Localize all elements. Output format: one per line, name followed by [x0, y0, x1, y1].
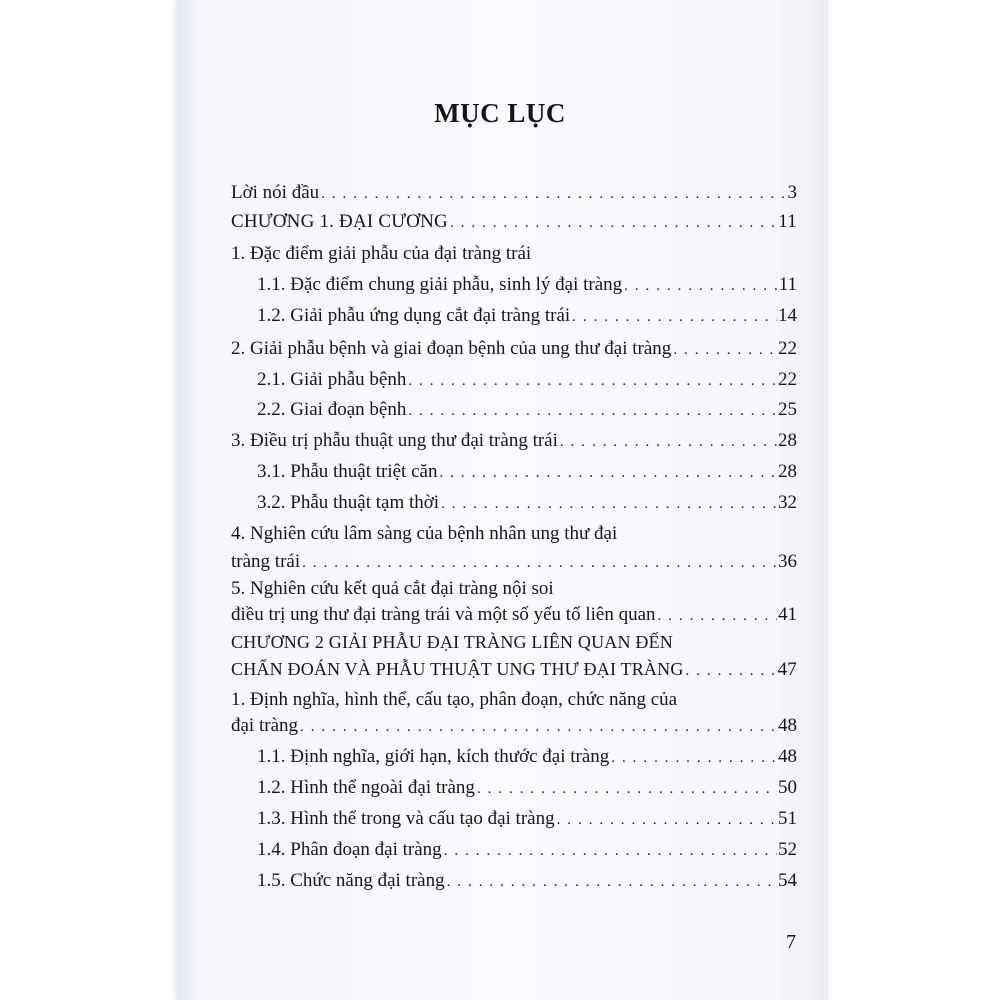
toc-entry	[257, 777, 797, 800]
dot-leader	[477, 778, 777, 800]
toc-entry-label: điều trị ung thư đại tràng trái và một số yếu tố liên quan	[231, 604, 656, 625]
toc-entry-page: 51	[778, 808, 797, 829]
toc-entry-page: 25	[778, 399, 797, 420]
toc-entry-label: 3.2. Phẫu thuật tạm thời	[257, 492, 440, 513]
toc-entry-page: 52	[778, 839, 797, 860]
toc-entry	[257, 492, 797, 515]
page-number: 7	[786, 931, 796, 953]
toc-entry	[257, 399, 797, 422]
toc-entry-label: 3. Điều trị phẫu thuật ung thư đại tràng trái	[231, 430, 558, 451]
toc-chapter-label: CHƯƠNG 2 GIẢI PHẪU ĐẠI TRÀNG LIÊN QUAN ĐẾN	[231, 632, 673, 652]
dot-leader	[408, 400, 777, 422]
toc-entry-page: 36	[778, 551, 797, 572]
toc-entry	[257, 461, 797, 484]
toc-entry	[257, 369, 797, 392]
toc-entry-label: 1.3. Hình thể trong và cấu tạo đại tràng	[257, 808, 555, 829]
toc-entry-page: 28	[778, 461, 797, 482]
toc-section-heading: 1. Đặc điểm giải phẫu của đại tràng trái	[231, 243, 532, 264]
toc-entry	[231, 182, 797, 205]
toc-entry-label: 3.1. Phẫu thuật triệt căn	[257, 461, 438, 482]
dot-leader	[658, 605, 777, 627]
toc-entry-label: 4. Nghiên cứu lâm sàng của bệnh nhân ung thư đại	[231, 523, 618, 544]
dot-leader	[557, 809, 777, 831]
toc-entry	[257, 808, 797, 831]
toc-entry	[257, 746, 797, 769]
dot-leader	[624, 275, 778, 297]
toc-entry-label: 1.1. Đặc điểm chung giải phẫu, sinh lý đại tràng	[257, 274, 623, 295]
toc-entry	[257, 305, 797, 328]
toc-entry	[231, 604, 797, 627]
dot-leader	[560, 431, 777, 453]
dot-leader	[302, 552, 777, 574]
toc-chapter	[231, 658, 797, 682]
toc-entry	[231, 715, 797, 738]
toc-entry-page: 54	[778, 870, 797, 891]
toc-entry-page: 47	[777, 659, 797, 680]
toc-entry-label: 1.1. Định nghĩa, giới hạn, kích thước đại tràng	[257, 746, 610, 767]
toc-entry-page: 11	[778, 274, 797, 295]
toc-entry-label: 5. Nghiên cứu kết quả cắt đại tràng nội soi	[231, 578, 554, 599]
dot-leader	[444, 840, 777, 862]
dot-leader	[686, 660, 777, 682]
dot-leader	[441, 493, 777, 515]
dot-leader	[447, 871, 777, 893]
toc-entry-label: 2.2. Giai đoạn bệnh	[257, 399, 407, 420]
dot-leader	[611, 747, 777, 769]
toc-entry-label: 2.1. Giải phẫu bệnh	[257, 369, 407, 390]
toc-entry-label: 2. Giải phẫu bệnh và giai đoạn bệnh của ung thư đại tràng	[231, 338, 672, 359]
page-title: MỤC LỤC	[434, 98, 566, 128]
dot-leader	[450, 212, 777, 234]
toc-entry-page: 32	[778, 492, 797, 513]
dot-leader	[300, 716, 777, 738]
toc-entry-page: 50	[778, 777, 797, 798]
dot-leader	[321, 183, 786, 205]
toc-entry-label: 1.2. Giải phẫu ứng dụng cắt đại tràng trái	[257, 305, 571, 326]
toc-entry	[231, 338, 797, 361]
toc-entry-label: CHƯƠNG 1. ĐẠI CƯƠNG	[231, 211, 448, 232]
toc-entry-page: 48	[778, 715, 797, 736]
toc-entry	[257, 274, 797, 297]
toc-entry-page: 3	[787, 182, 797, 203]
toc-entry-page: 48	[778, 746, 797, 767]
dot-leader	[439, 462, 777, 484]
toc-entry	[231, 430, 797, 453]
toc-entry-label: 1.5. Chức năng đại tràng	[257, 870, 445, 891]
toc-entry-page: 22	[778, 338, 797, 359]
toc-entry-label: đại tràng	[231, 715, 299, 736]
dot-leader	[572, 306, 777, 328]
toc-entry	[257, 870, 797, 893]
toc-entry-label: 1. Định nghĩa, hình thể, cấu tạo, phân đoạn, chức năng của	[231, 689, 678, 710]
toc-entry	[231, 551, 797, 574]
toc-entry-page: 28	[778, 430, 797, 451]
toc-entry	[257, 839, 797, 862]
dot-leader	[408, 370, 777, 392]
toc-entry-label: Lời nói đầu	[231, 182, 320, 203]
toc-entry-label: CHẨN ĐOÁN VÀ PHẪU THUẬT UNG THƯ ĐẠI TRÀNG	[231, 659, 684, 679]
toc-entry-label: 1.4. Phân đoạn đại tràng	[257, 839, 442, 860]
dot-leader	[673, 339, 777, 361]
toc-entry-page: 41	[778, 604, 797, 625]
toc-chapter	[231, 211, 797, 234]
toc-entry-page: 14	[778, 305, 797, 326]
toc-entry-page: 22	[778, 369, 797, 390]
toc-entry-page: 11	[778, 211, 797, 232]
toc-entry-label: tràng trái	[231, 551, 301, 572]
toc-entry-label: 1.2. Hình thể ngoài đại tràng	[257, 777, 475, 798]
